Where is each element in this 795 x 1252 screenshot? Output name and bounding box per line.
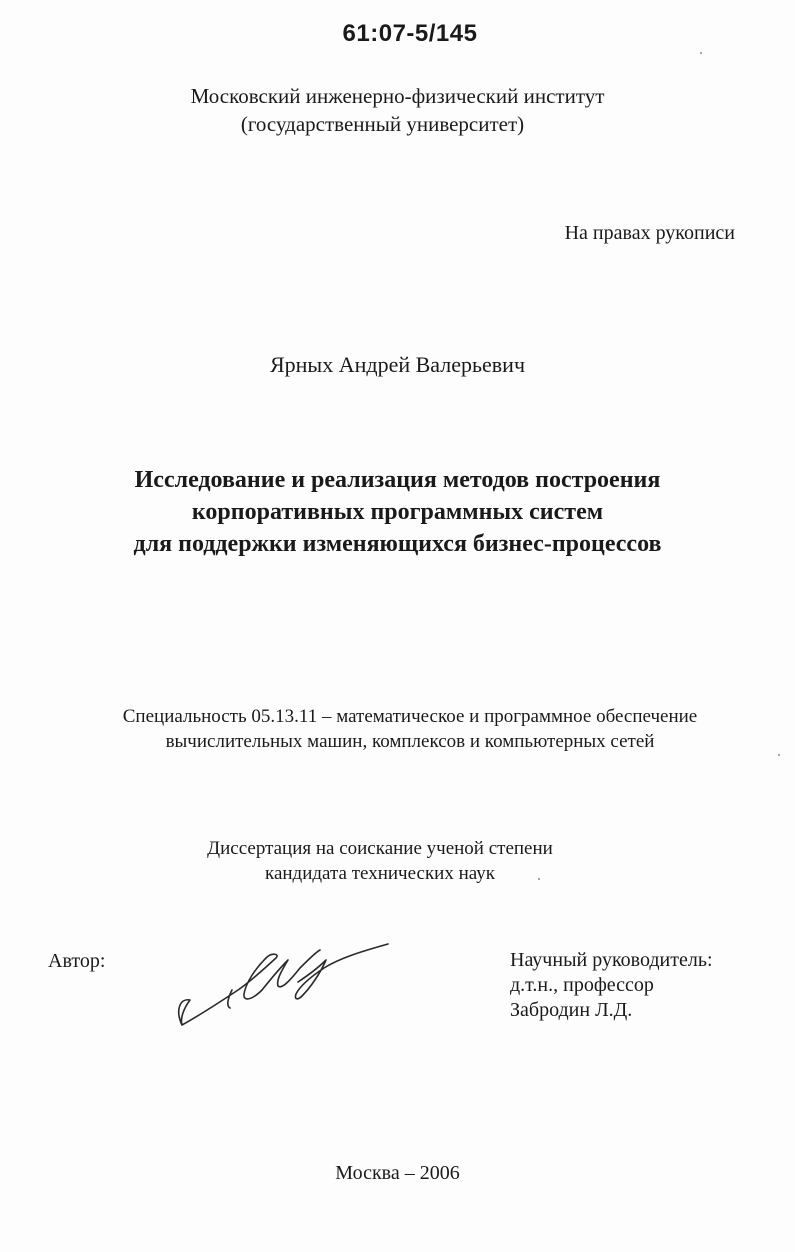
author-name: Ярных Андрей Валерьевич — [269, 352, 526, 377]
supervisor-block — [510, 948, 713, 1023]
city-year: Москва – 2006 — [335, 1162, 460, 1184]
supervisor-title: д.т.н., профессор — [510, 974, 654, 996]
title-line-1: Исследование и реализация методов построения — [134, 467, 661, 493]
institute-line-1: Московский инженерно-физический институт — [190, 84, 605, 108]
institute-name — [0, 82, 795, 138]
supervisor-label: Научный руководитель: — [510, 949, 713, 971]
supervisor-name: Забродин Л.Д. — [510, 999, 633, 1021]
specialty — [0, 704, 795, 754]
specialty-line-2: вычислительных машин, комплексов и компьютерных сетей — [165, 731, 655, 752]
scan-speck — [700, 52, 702, 54]
dissertation-title — [0, 464, 795, 560]
degree-line-2: кандидата технических наук — [265, 863, 495, 884]
specialty-line-1: Специальность 05.13.11 – математическое и программное обеспечение — [122, 706, 698, 727]
institute-line-2: (государственный университет) — [240, 112, 525, 136]
degree-statement — [0, 836, 760, 886]
author-label: Автор: — [48, 950, 106, 972]
catalog-number: 61:07-5/145 — [342, 20, 478, 47]
degree-line-1: Диссертация на соискание ученой степени — [207, 838, 553, 859]
scan-speck — [778, 754, 780, 756]
author-signature — [170, 930, 400, 1040]
scan-speck — [538, 878, 540, 880]
title-line-3: для поддержки изменяющихся бизнес-процессов — [133, 531, 662, 557]
title-line-2: корпоративных программных систем — [191, 499, 604, 525]
manuscript-note: На правах рукописи — [564, 222, 735, 244]
